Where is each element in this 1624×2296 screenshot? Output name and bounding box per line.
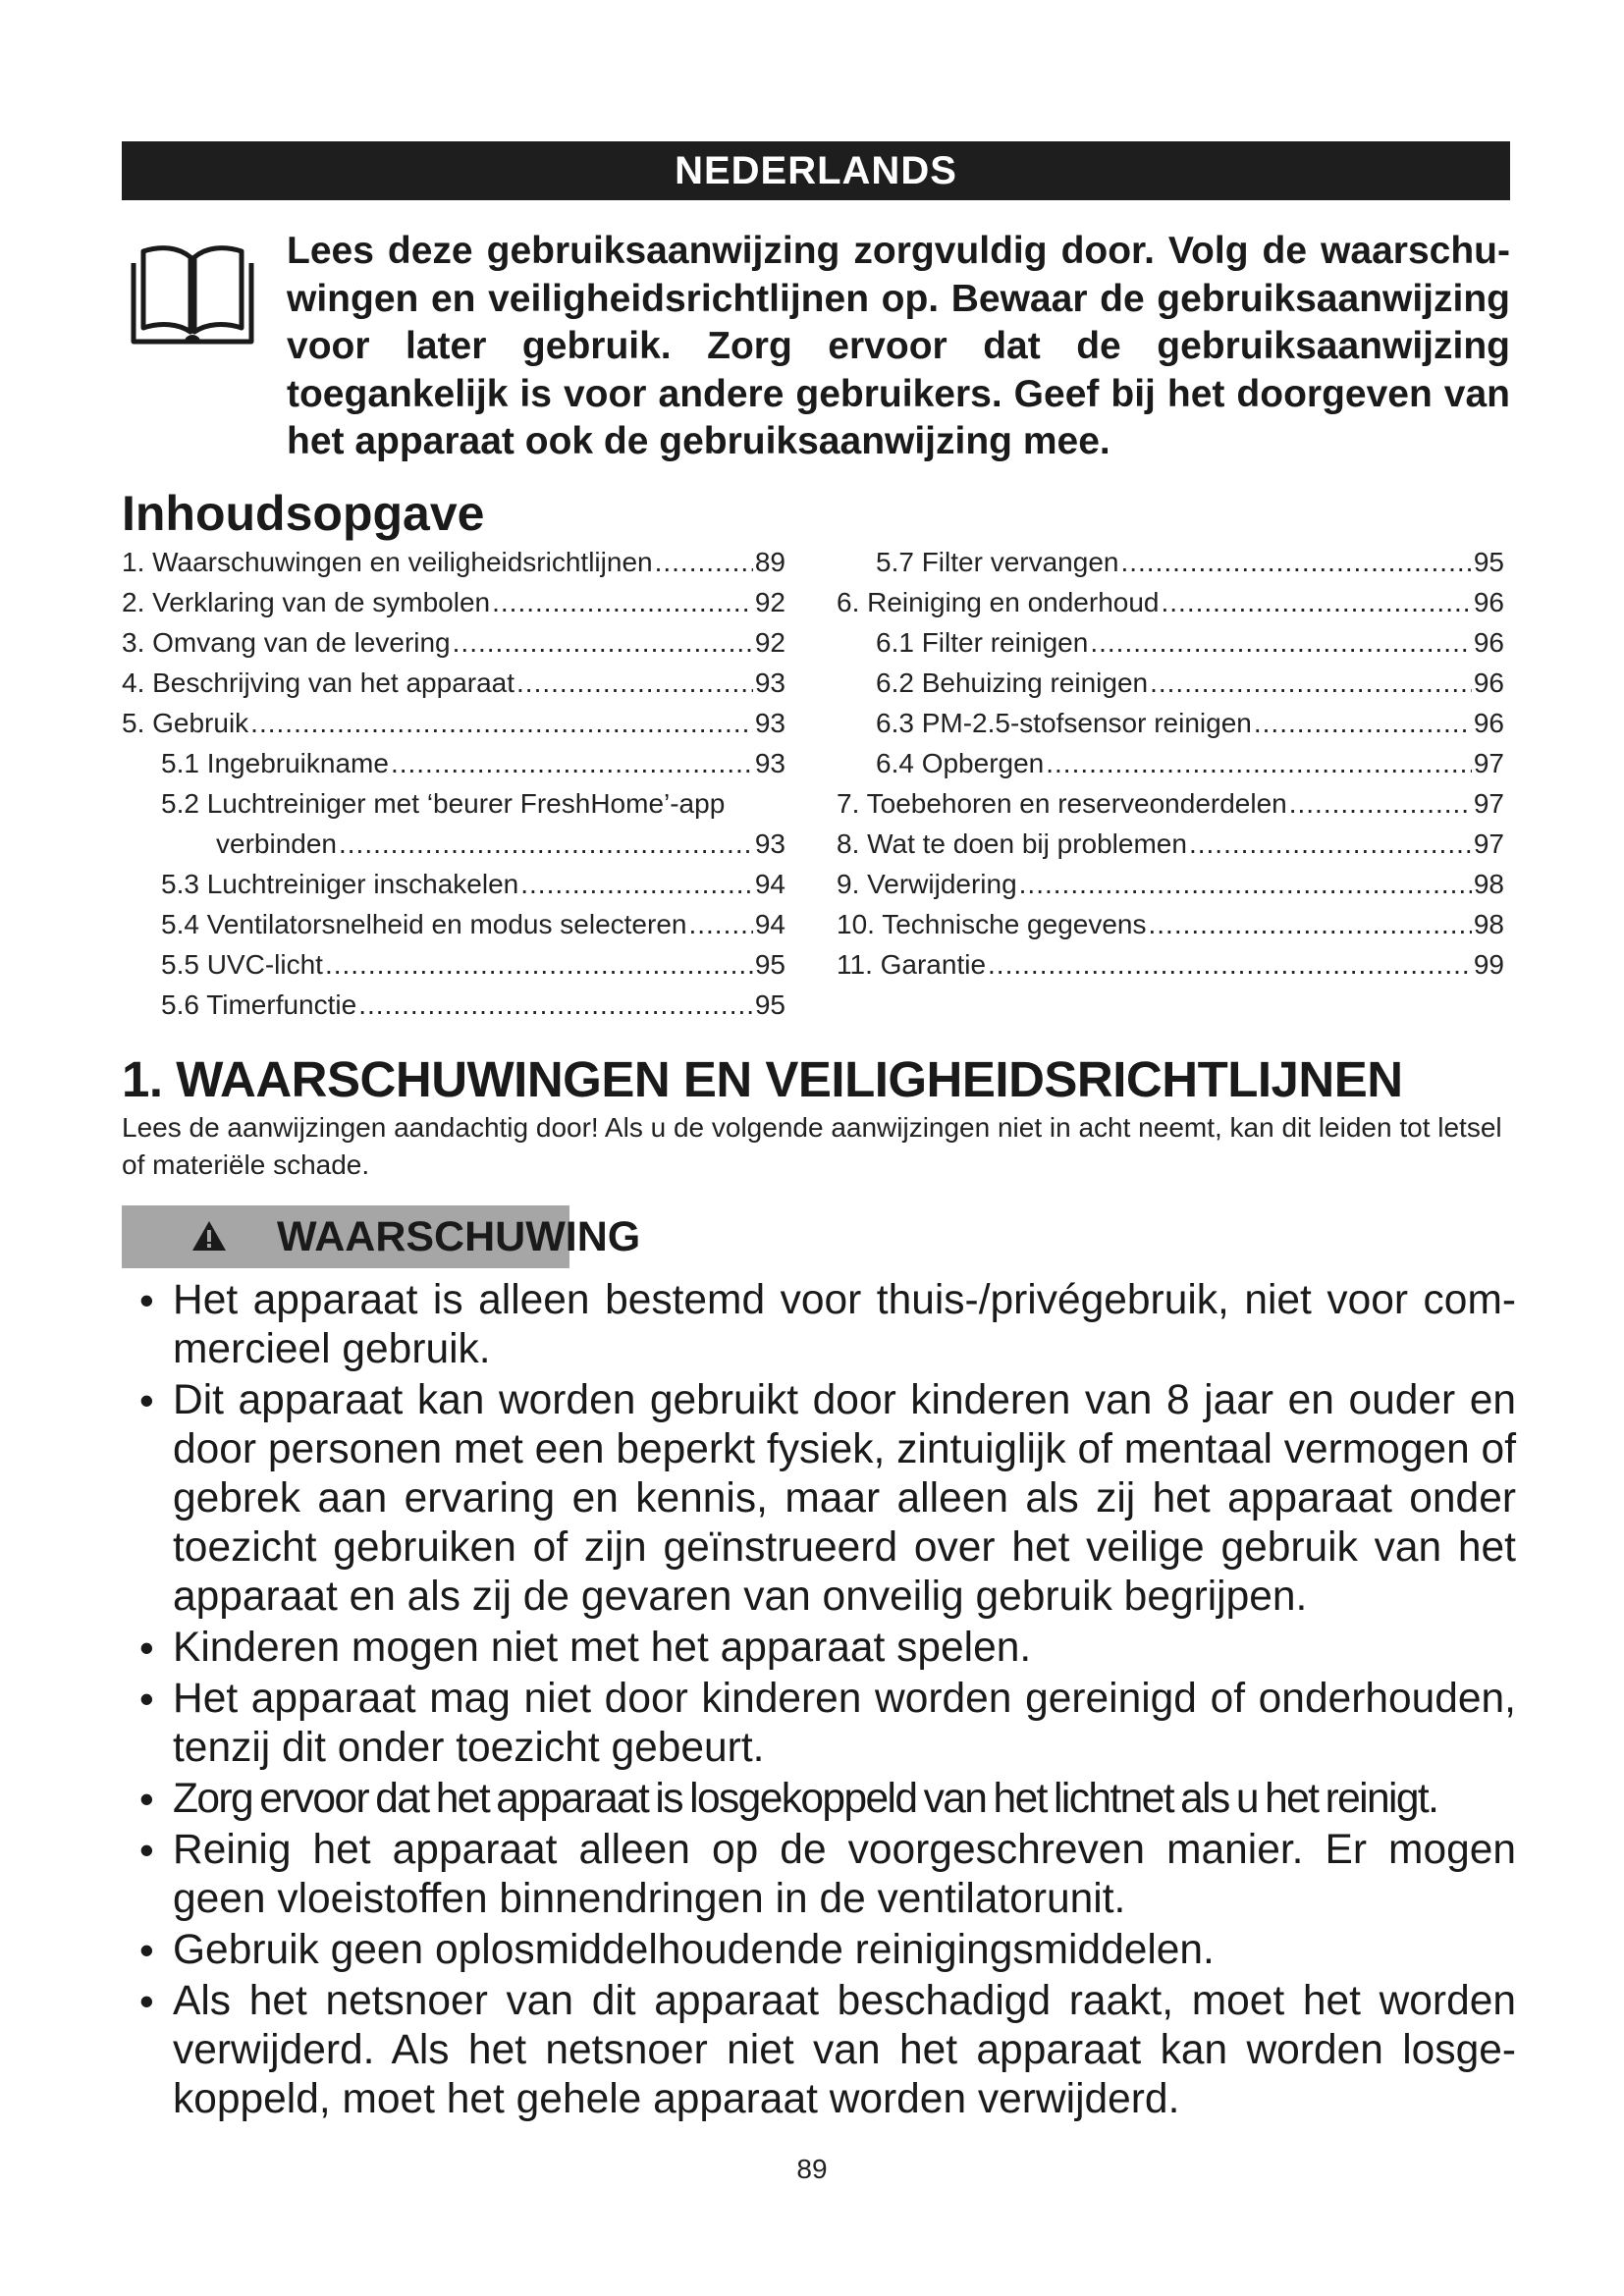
- toc-entry: [122, 703, 785, 743]
- toc-entry: [837, 944, 1504, 985]
- toc-leader-dots: [520, 864, 753, 904]
- toc-entry: [122, 663, 785, 703]
- warning-bullet-text: Zorg ervoor dat het apparaat is losgekoppeld van het lichtnet als u het reinigt.: [173, 1776, 1438, 1822]
- toc-entry: [837, 743, 1504, 783]
- toc-entry-label: 6.3 PM-2.5-stofsensor reinigen: [876, 708, 1252, 738]
- warning-header: [122, 1205, 711, 1268]
- toc-entry-page: 97: [1473, 828, 1504, 859]
- warning-bullet: [132, 1977, 1516, 2124]
- toc-entry-label: 7. Toebehoren en reserveonderdelen: [837, 788, 1287, 819]
- toc-entry-label: 6. Reiniging en onderhoud: [837, 587, 1160, 617]
- toc-entry-page: 96: [1473, 708, 1504, 738]
- toc-entry-page: 95: [1473, 547, 1504, 577]
- toc-entry: [122, 743, 785, 783]
- toc-entry: [122, 904, 785, 944]
- toc-leader-dots: [1046, 743, 1472, 783]
- warning-bullet-text: Als het netsnoer van dit apparaat beschadigd raakt, moet het worden verwijderd. Als het netsnoer niet van het apparaat kan worden losgekoppeld, moet het gehele apparaat worden verwijderd.: [173, 1978, 1516, 2122]
- toc-leader-dots: [250, 703, 753, 743]
- toc-entry-page: 99: [1473, 949, 1504, 980]
- toc-column-right: [837, 542, 1504, 985]
- toc-entry-label: 9. Verwijdering: [837, 869, 1017, 899]
- bullet-dot-icon: •: [139, 1978, 154, 2024]
- toc-entry: [837, 663, 1504, 703]
- toc-leader-dots: [1120, 542, 1471, 582]
- toc-entry-label: 5. Gebruik: [122, 708, 249, 738]
- bullet-dot-icon: •: [139, 1676, 154, 1722]
- warning-bullet: [132, 1826, 1516, 1924]
- toc-leader-dots: [453, 622, 753, 663]
- toc-entry: [122, 944, 785, 985]
- toc-leader-dots: [1161, 582, 1471, 622]
- toc-entry-label: 11. Garantie: [837, 949, 987, 980]
- toc-entry-label: 5.1 Ingebruikname: [161, 748, 389, 778]
- toc-entry: [837, 703, 1504, 743]
- toc-leader-dots: [358, 985, 753, 1025]
- toc-leader-dots: [516, 663, 753, 703]
- toc-leader-dots: [391, 743, 753, 783]
- toc-entry-page: 97: [1473, 788, 1504, 819]
- toc-entry-label: 8. Wat te doen bij problemen: [837, 828, 1187, 859]
- warning-bullet: [132, 1675, 1516, 1773]
- toc-entry-page: 92: [754, 587, 785, 617]
- warning-bullet-list: [132, 1276, 1516, 2126]
- toc-leader-dots: [1189, 824, 1472, 864]
- toc-entry-page: 96: [1473, 627, 1504, 658]
- toc-leader-dots: [1019, 864, 1472, 904]
- toc-entry-label: 6.1 Filter reinigen: [876, 627, 1089, 658]
- warning-bullet: [132, 1624, 1516, 1673]
- toc-entry-label: 3. Omvang van de levering: [122, 627, 451, 658]
- toc-entry-label: 1. Waarschuwingen en veiligheidsrichtlijnen: [122, 547, 653, 577]
- toc-entry-page: 93: [754, 828, 785, 859]
- warning-bullet: [132, 1775, 1516, 1824]
- toc-entry: [122, 783, 785, 824]
- bullet-dot-icon: •: [139, 1927, 154, 1973]
- toc-entry-page: 93: [754, 708, 785, 738]
- toc-entry-page: 98: [1473, 869, 1504, 899]
- toc-entry-page: 94: [754, 869, 785, 899]
- warning-label: WAARSCHUWING: [277, 1213, 641, 1260]
- intro-text: Lees deze gebruiksaanwijzing zorgvuldig door. Volg de waarschuwingen en veiligheidsrichtlijnen op. Bewaar de gebruiksaanwijzing voor later gebruik. Zorg ervoor dat de gebruiksaanwijzing toegankelijk is voor andere gebruikers. Geef bij het doorgeven van het apparaat ook de gebruiksaanwijzing mee.: [287, 230, 1510, 462]
- toc-entry-label: 4. Beschrijving van het apparaat: [122, 667, 515, 698]
- toc-entry-label: 5.2 Luchtreiniger met ‘beurer FreshHome’-app: [161, 788, 726, 819]
- warning-bullet: [132, 1276, 1516, 1374]
- toc-entry-label: 6.2 Behuizing reinigen: [876, 667, 1149, 698]
- toc-entry-label: 5.5 UVC-licht: [161, 949, 323, 980]
- toc-leader-dots: [325, 944, 753, 985]
- bullet-dot-icon: •: [139, 1377, 154, 1423]
- section-intro: Lees de aanwijzingen aandachtig door! Als u de volgende aanwijzingen niet in acht neemt, kan dit leiden tot letsel of materiële schade.: [122, 1112, 1502, 1180]
- warning-bullet-text: Het apparaat mag niet door kinderen worden gereinigd of onderhouden, tenzij dit onder toezicht gebeurt.: [173, 1676, 1516, 1771]
- toc-entry-page: 97: [1473, 748, 1504, 778]
- toc-entry-label: 5.7 Filter vervangen: [876, 547, 1119, 577]
- toc-entry-page: 98: [1473, 909, 1504, 939]
- toc-entry: [837, 904, 1504, 944]
- toc-entry-page: 95: [754, 949, 785, 980]
- warning-bullet-text: Het apparaat is alleen bestemd voor thuis-/privégebruik, niet voor commercieel gebruik.: [173, 1277, 1516, 1372]
- language-banner: NEDERLANDS: [122, 141, 1510, 200]
- toc-entry: [122, 864, 785, 904]
- toc-entry-label: 5.3 Luchtreiniger inschakelen: [161, 869, 519, 899]
- open-book-icon: [128, 238, 257, 349]
- warning-bullet-text: Reinig het apparaat alleen op de voorgeschreven manier. Er mogen geen vloeistoffen binnendringen in de ventilatorunit.: [173, 1827, 1516, 1922]
- toc-entry-label: 5.6 Timerfunctie: [161, 989, 357, 1020]
- toc-entry-page: 89: [754, 547, 785, 577]
- toc-leader-dots: [492, 582, 753, 622]
- toc-leader-dots: [339, 824, 753, 864]
- warning-bullet: [132, 1376, 1516, 1622]
- toc-entry: [837, 824, 1504, 864]
- toc-leader-dots: [988, 944, 1472, 985]
- toc-entry-page: 96: [1473, 667, 1504, 698]
- bullet-dot-icon: •: [139, 1625, 154, 1671]
- toc-entry: [122, 985, 785, 1025]
- toc-entry: [122, 542, 785, 582]
- toc-entry-page: 93: [754, 748, 785, 778]
- toc-leader-dots: [1254, 703, 1472, 743]
- toc-entry-label: 2. Verklaring van de symbolen: [122, 587, 491, 617]
- toc-entry: [837, 864, 1504, 904]
- toc-entry-page: 96: [1473, 587, 1504, 617]
- toc-entry: [837, 542, 1504, 582]
- bullet-dot-icon: •: [139, 1277, 154, 1323]
- toc-title: Inhoudsopgave: [122, 486, 485, 541]
- toc-entry: [837, 622, 1504, 663]
- toc-entry-page: 95: [754, 989, 785, 1020]
- toc-leader-dots: [1149, 904, 1472, 944]
- toc-entry-label: 6.4 Opbergen: [876, 748, 1045, 778]
- page-number: 89: [796, 2154, 828, 2184]
- toc-entry-page: 94: [754, 909, 785, 939]
- toc-entry: [122, 824, 785, 864]
- toc-entry-page: 92: [754, 627, 785, 658]
- toc-entry-label: 10. Technische gegevens: [837, 909, 1147, 939]
- toc-leader-dots: [1090, 622, 1472, 663]
- toc-leader-dots: [1289, 783, 1472, 824]
- bullet-dot-icon: •: [139, 1827, 154, 1873]
- toc-entry: [122, 582, 785, 622]
- warning-triangle-icon: [190, 1219, 228, 1253]
- toc-leader-dots: [688, 904, 752, 944]
- warning-bullet-text: Gebruik geen oplosmiddelhoudende reinigingsmiddelen.: [173, 1927, 1215, 1973]
- toc-entry-label: verbinden: [216, 828, 337, 859]
- warning-bullet-text: Dit apparaat kan worden gebruikt door kinderen van 8 jaar en ouder en door personen met een beperkt fysiek, zintuiglijk of mentaal vermogen of gebrek aan ervaring en kennis, maar alleen als zij het apparaat onder toezicht gebruiken of zijn geïnstrueerd over het veilige gebruik van het apparaat en als zij de gevaren van onveilig gebruik begrijpen.: [173, 1377, 1516, 1620]
- toc-entry: [837, 582, 1504, 622]
- toc-entry-page: 93: [754, 667, 785, 698]
- warning-bullet: [132, 1926, 1516, 1975]
- bullet-dot-icon: •: [139, 1776, 153, 1822]
- warning-bullet-text: Kinderen mogen niet met het apparaat spelen.: [173, 1625, 1032, 1671]
- toc-column-left: [122, 542, 785, 1025]
- toc-leader-dots: [655, 542, 753, 582]
- toc-entry-label: 5.4 Ventilatorsnelheid en modus selecteren: [161, 909, 687, 939]
- toc-entry: [837, 783, 1504, 824]
- toc-leader-dots: [1150, 663, 1472, 703]
- section-title: 1. WAARSCHUWINGEN EN VEILIGHEIDSRICHTLIJNEN: [122, 1051, 1403, 1107]
- toc-entry: [122, 622, 785, 663]
